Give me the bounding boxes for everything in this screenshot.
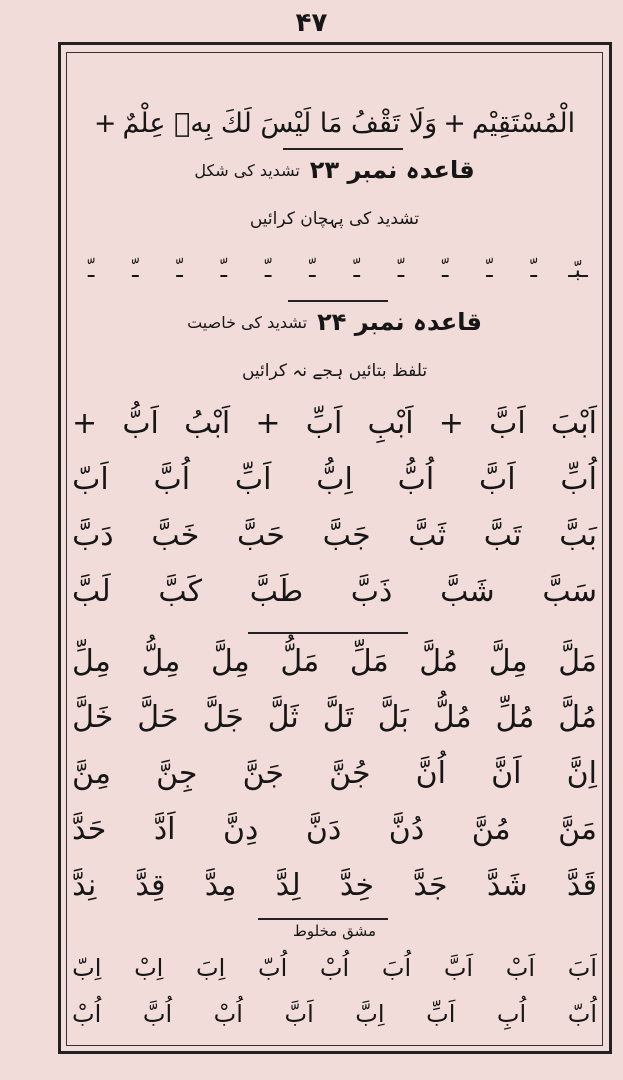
shaddah-marks-row: [72, 258, 597, 283]
word: مَلُّ: [280, 644, 320, 679]
word: مُلُّ: [432, 700, 472, 735]
divider: [248, 632, 408, 634]
word: مُلَّ: [558, 700, 597, 735]
mixed-word: اَبِّ: [426, 1000, 456, 1028]
mixed-word: اَبَّ: [284, 1000, 314, 1028]
word: اُبُّ: [397, 462, 435, 497]
mixed-word: اُبْ: [319, 954, 350, 982]
mixed-word: اِبَّ: [355, 1000, 385, 1028]
mixed-row: [72, 954, 597, 982]
word: اَبَّ: [479, 462, 516, 497]
word-row: [72, 868, 597, 903]
mixed-practice-label: مشق مخلوط: [293, 922, 376, 940]
word: جَلَّ: [202, 700, 244, 735]
word: خَبَّ: [151, 518, 200, 553]
word: اَبّ: [72, 462, 109, 497]
word: خِدَّ: [339, 868, 375, 903]
shaddah-mark: ـّ: [176, 258, 183, 283]
word: حَلَّ: [137, 700, 179, 735]
shaddah-mark: ـّ: [220, 258, 228, 283]
rule-24-title: قاعدہ نمبر ۲۴: [317, 308, 482, 336]
word: مُنَّ: [471, 812, 511, 847]
lesson-content: [68, 56, 601, 1042]
mixed-word: اُبْ: [72, 1000, 102, 1028]
verse-phrase: وَلَا تَقْفُ مَا لَيْسَ لَكَ بِهٖ عِلْمٌ: [122, 108, 438, 139]
word: اَبْبَ: [550, 406, 597, 441]
word: اُبَّ: [153, 462, 191, 497]
rule-24-instruction: تلفظ بتائیں ہجے نہ کرائیں: [241, 361, 428, 381]
word: جَنَّ: [242, 756, 284, 791]
mixed-word: اُبْ: [213, 1000, 243, 1028]
word: شَدَّ: [486, 868, 528, 903]
shaddah-mark: ـّ: [309, 258, 316, 283]
word: مِلِّ: [72, 644, 111, 679]
word-row: [72, 574, 597, 609]
mixed-word: اَبْ: [505, 954, 536, 982]
rule-23-instruction: تشدید کی پہچان کرائیں: [249, 209, 420, 229]
shaddah-mark: ـّ: [486, 258, 493, 283]
word: كَبَّ: [158, 574, 203, 609]
mixed-word: اُبَ: [381, 954, 412, 982]
word: دَنَّ: [305, 812, 342, 847]
word: نِدَّ: [72, 868, 97, 903]
word: اُبِّ: [560, 462, 597, 497]
word: قَدَّ: [566, 868, 597, 903]
word: ثَلَّ: [267, 700, 299, 735]
rule-23-heading: [72, 156, 597, 184]
word: تَلَّ: [322, 700, 354, 735]
shaddah-mark: ـّ: [132, 258, 139, 283]
rule-23-subtitle: تشدید کی شکل: [194, 160, 300, 180]
word: مَنَّ: [558, 812, 597, 847]
word: ذَبَّ: [350, 574, 393, 609]
word-row: [72, 518, 597, 553]
word-row: [72, 406, 597, 441]
mixed-word: اِبَ: [196, 954, 226, 982]
mixed-word: اَبَّ: [443, 954, 474, 982]
word: طَبَّ: [249, 574, 304, 609]
word: اَبْبِ: [367, 406, 414, 441]
word: مُلِّ: [495, 700, 535, 735]
word: +: [438, 406, 464, 441]
word: جِنَّ: [156, 756, 198, 791]
rule-24-heading: [72, 308, 597, 336]
verse-word: الْمُسْتَقِيْم: [471, 108, 576, 139]
word: جَدَّ: [413, 868, 448, 903]
word: مَلَّ: [558, 644, 597, 679]
word: اَبُّ: [122, 406, 159, 441]
word: دِنَّ: [223, 812, 259, 847]
word: سَبَّ: [542, 574, 597, 609]
divider: [288, 300, 388, 302]
word: مِدَّ: [204, 868, 237, 903]
mixed-word: اِبْ: [134, 954, 164, 982]
divider: [258, 918, 388, 920]
verse-separator: +: [93, 108, 117, 139]
word: اُنَّ: [415, 756, 446, 791]
shaddah-mark: ـّ: [441, 258, 449, 283]
word: بَبَّ: [559, 518, 597, 553]
word: حَبَّ: [236, 518, 285, 553]
word: مِلَّ: [210, 644, 250, 679]
rule-24-subtitle: تشدید کی خاصیت: [187, 312, 308, 332]
word: خَلَّ: [72, 700, 114, 735]
shaddah-mark: ـّ: [397, 258, 405, 283]
word: بَلَّ: [377, 700, 409, 735]
word: اَبِّ: [234, 462, 272, 497]
shaddah-mark: ـبّـ: [568, 258, 588, 283]
shaddah-mark: ـّ: [87, 258, 95, 283]
mixed-word: اُبِ: [496, 1000, 527, 1028]
word: قِدَّ: [135, 868, 166, 903]
word: شَبَّ: [440, 574, 495, 609]
word: مِنَّ: [72, 756, 111, 791]
word: اَبِّ: [305, 406, 343, 441]
word: لَبَّ: [72, 574, 111, 609]
shaddah-mark: ـّ: [530, 258, 537, 283]
divider: [283, 148, 403, 150]
word: لِدَّ: [275, 868, 301, 903]
word: اِبُّ: [316, 462, 353, 497]
word: دُنَّ: [388, 812, 425, 847]
word-row: [72, 756, 597, 791]
word: مِلُّ: [141, 644, 181, 679]
verse-separator: +: [443, 108, 466, 139]
page-number: ۴۷: [295, 8, 328, 38]
shaddah-mark: ـّ: [264, 258, 272, 283]
word: +: [255, 406, 281, 441]
word: مَلِّ: [349, 644, 389, 679]
word: جَبَّ: [322, 518, 371, 553]
word-row: [72, 462, 597, 497]
word: حَدَّ: [72, 812, 107, 847]
verse-line: [72, 108, 597, 139]
mixed-row: [72, 1000, 597, 1028]
word-row: [72, 700, 597, 735]
mixed-word: اَبَ: [567, 954, 597, 982]
word: تَبَّ: [483, 518, 522, 553]
word: مِلَّ: [488, 644, 528, 679]
word: اَنَّ: [491, 756, 522, 791]
word: جُنَّ: [329, 756, 371, 791]
rule-23-title: قاعدہ نمبر ۲۳: [309, 156, 475, 184]
word-row: [72, 812, 597, 847]
mixed-word: اِبّ: [72, 954, 102, 982]
word: اَدَّ: [153, 812, 176, 847]
word: مُلَّ: [419, 644, 459, 679]
mixed-word: اُبّ: [257, 954, 288, 982]
word: اَبَّ: [489, 406, 526, 441]
shaddah-mark: ـّ: [353, 258, 360, 283]
word-row: [72, 644, 597, 679]
mixed-word: اُبَّ: [142, 1000, 173, 1028]
word: اَبْبُ: [184, 406, 231, 441]
word: ثَبَّ: [408, 518, 447, 553]
word: +: [72, 406, 98, 441]
word: اِنَّ: [566, 756, 597, 791]
word: دَبَّ: [72, 518, 114, 553]
mixed-word: اُبّ: [567, 1000, 597, 1028]
